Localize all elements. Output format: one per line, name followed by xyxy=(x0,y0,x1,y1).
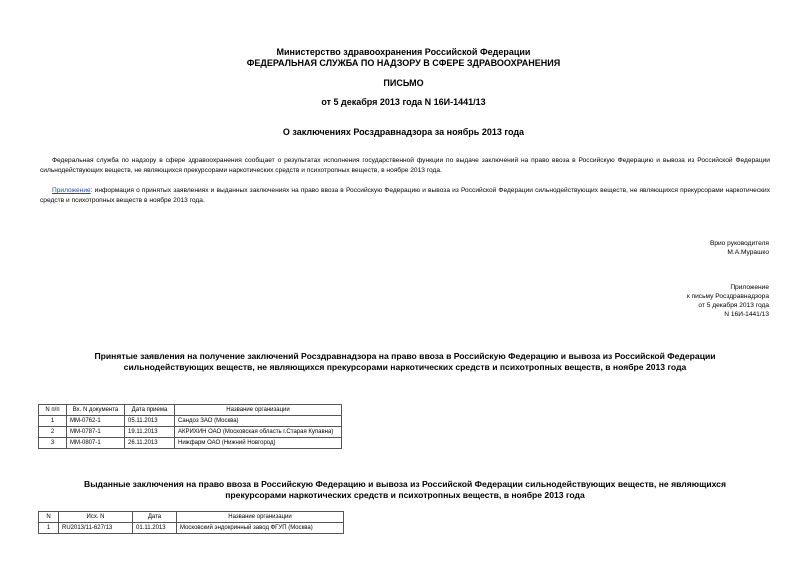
table-cell: 3 xyxy=(39,438,67,449)
table-cell: Нижфарм ОАО (Нижний Новгород) xyxy=(175,438,342,449)
table-cell: Сандоз ЗАО (Москва) xyxy=(175,416,342,427)
table-cell: RU2013/11-627/13 xyxy=(59,523,133,534)
appendix-text: : информация о принятых заявлениях и выданных заключениях на право ввоза в Российскую Федерацию и вывоза из Российской Федерации сильнодействующих веществ, не являющихся прекурсорами наркотических средств и психотропных веществ в ноябре 2013 года. xyxy=(40,187,770,204)
table-cell: 1 xyxy=(39,523,59,534)
signature-name: М.А.Мурашко xyxy=(727,249,769,256)
body-paragraph-1 xyxy=(40,156,770,176)
table-cell: ММ-0787-1 xyxy=(67,427,125,438)
section1-title: Принятые заявления на получение заключений Росздравнадзора на право ввоза в Российскую Федерацию и вывоза из Российской Федерации сильнодействующих веществ, не являющихся прекурсорами наркотических средств и психотропных веществ, в ноябре 2013 года xyxy=(94,351,716,372)
document-type: ПИСЬМО xyxy=(383,78,424,88)
table-cell: 05.11.2013 xyxy=(125,416,175,427)
table-cell: ММ-0762-1 xyxy=(67,416,125,427)
table-cell: Московский эндокринный завод ФГУП (Москва) xyxy=(177,523,344,534)
table-cell: АКРИХИН ОАО (Московская область г.Старая Купавна) xyxy=(175,427,342,438)
service-title: ФЕДЕРАЛЬНАЯ СЛУЖБА ПО НАДЗОРУ В СФЕРЕ ЗДРАВООХРАНЕНИЯ xyxy=(246,58,561,68)
body-paragraph-appendix xyxy=(40,186,770,206)
section2-table xyxy=(38,511,344,534)
table-row xyxy=(39,523,344,534)
table-cell: 1 xyxy=(39,416,67,427)
column-header: Название организации xyxy=(177,512,344,523)
table-cell: 01.11.2013 xyxy=(133,523,177,534)
appendix-ref-line2: к письму Росздравнадзора xyxy=(686,293,769,300)
table-row xyxy=(39,416,342,427)
column-header: Дата приема xyxy=(125,405,175,416)
section2-header-row xyxy=(39,512,344,523)
table-cell: 26.11.2013 xyxy=(125,438,175,449)
signature-block xyxy=(710,239,769,257)
table-cell: ММ-0807-1 xyxy=(67,438,125,449)
appendix-ref-line1: Приложение xyxy=(730,284,769,291)
appendix-link[interactable]: Приложение xyxy=(52,187,91,194)
table-cell: 19.11.2013 xyxy=(125,427,175,438)
appendix-ref-line3: от 5 декабря 2013 года xyxy=(698,302,769,309)
section1-header-row xyxy=(39,405,342,416)
table-row xyxy=(39,427,342,438)
column-header: Вх. N документа xyxy=(67,405,125,416)
table-cell: 2 xyxy=(39,427,67,438)
appendix-ref-line4: N 16И-1441/13 xyxy=(724,311,769,318)
column-header: N п/п xyxy=(39,405,67,416)
section2-title: Выданные заключения на право ввоза в Российскую Федерацию и вывоза из Российской Федерации сильнодействующих веществ, не являющихся прекурсорами наркотических средств и психотропных веществ, в ноябре 2013 года xyxy=(84,479,726,500)
document-date-number: от 5 декабря 2013 года N 16И-1441/13 xyxy=(321,97,486,107)
ministry-title: Министерство здравоохранения Российской Федерации xyxy=(276,47,531,57)
body-paragraph-1-text: Федеральная служба по надзору в сфере здравоохранения сообщает о результатах исполнения государственной функции по выдаче заключений на право ввоза в Российскую Федерацию и вывоза из Российской Федерации сильнодействующих веществ, не являющихся прекурсорами наркотических средств и психотропных веществ, в ноябре 2013 года. xyxy=(40,157,770,174)
signature-position: Врио руководителя xyxy=(709,240,769,247)
column-header: N xyxy=(39,512,59,523)
column-header: Исх. N xyxy=(59,512,133,523)
column-header: Дата xyxy=(133,512,177,523)
column-header: Название организации xyxy=(175,405,342,416)
appendix-reference xyxy=(687,283,769,319)
document-subject: О заключениях Росздравнадзора за ноябрь 2013 года xyxy=(282,127,525,137)
section1-table xyxy=(38,404,342,449)
table-row xyxy=(39,438,342,449)
